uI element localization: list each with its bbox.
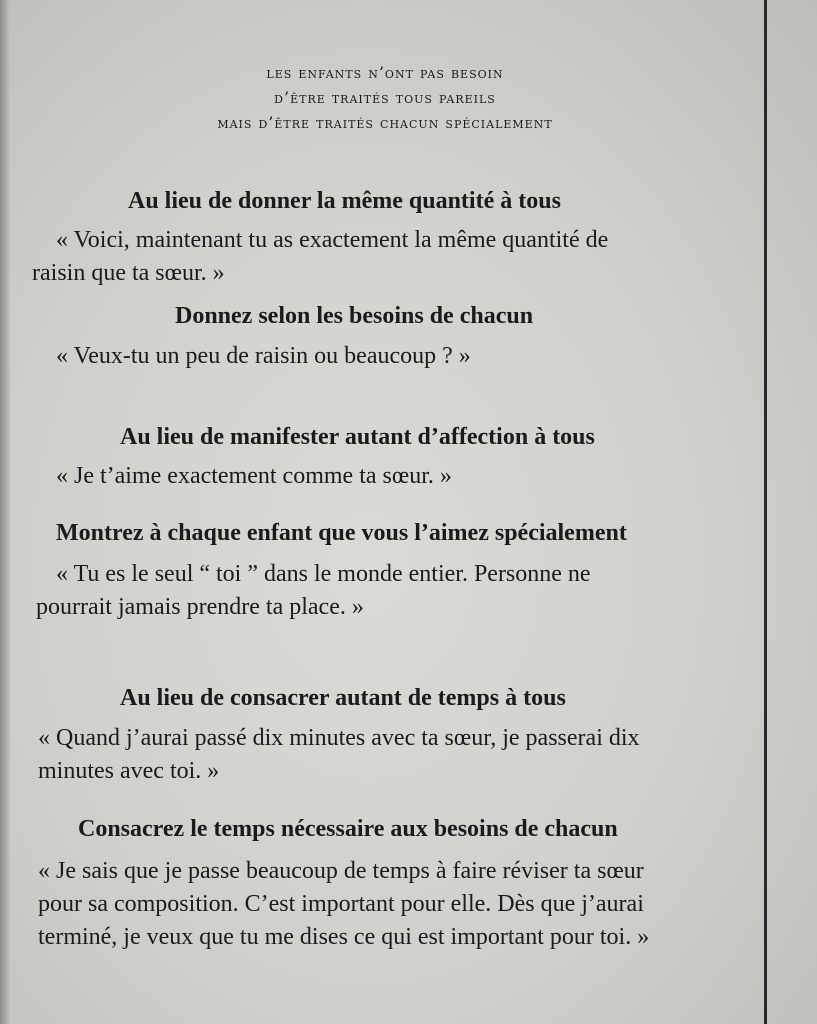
section-quote [56,460,452,493]
quote-line: pour sa composition. C’est important pour elle. Dès que j’aurai [38,891,644,917]
quote-line: terminé, je veux que tu me dises ce qui est important pour toi. » [38,924,650,950]
title-line: les enfants n’ont pas besoin [266,63,504,82]
quote-line: « Je sais que je passe beaucoup de temps à faire réviser ta sœur [38,858,644,884]
section-quote [32,224,609,290]
quote-line: « Je t’aime exactement comme ta sœur. » [56,463,452,489]
page-title [0,60,770,135]
section-quote [56,340,471,373]
section-heading: Au lieu de consacrer autant de temps à tous [120,685,566,711]
section-heading: Consacrez le temps nécessaire aux besoins de chacun [78,816,618,842]
quote-line: raisin que ta sœur. » [32,260,225,286]
section-heading: Donnez selon les besoins de chacun [175,303,534,329]
section-quote [38,722,640,788]
section-heading: Montrez à chaque enfant que vous l’aimez spécialement [56,520,627,546]
quote-line: minutes avec toi. » [38,758,220,784]
quote-line: « Veux-tu un peu de raisin ou beaucoup ? » [56,343,471,369]
title-line: d’être traités tous pareils [274,88,496,107]
quote-line: « Voici, maintenant tu as exactement la même quantité de [56,227,609,253]
quote-line: « Tu es le seul “ toi ” dans le monde entier. Personne ne [56,561,591,587]
quote-line: « Quand j’aurai passé dix minutes avec ta sœur, je passerai dix [38,725,640,751]
title-line: mais d’être traités chacun spécialement [217,113,553,132]
section-heading: Au lieu de manifester autant d’affection à tous [120,424,595,450]
section-quote [38,855,649,954]
section-heading: Au lieu de donner la même quantité à tous [128,188,561,214]
section-quote [36,558,591,624]
quote-line: pourrait jamais prendre ta place. » [36,594,364,620]
margin-rule [764,0,767,1024]
page-binding-shadow [0,0,10,1024]
